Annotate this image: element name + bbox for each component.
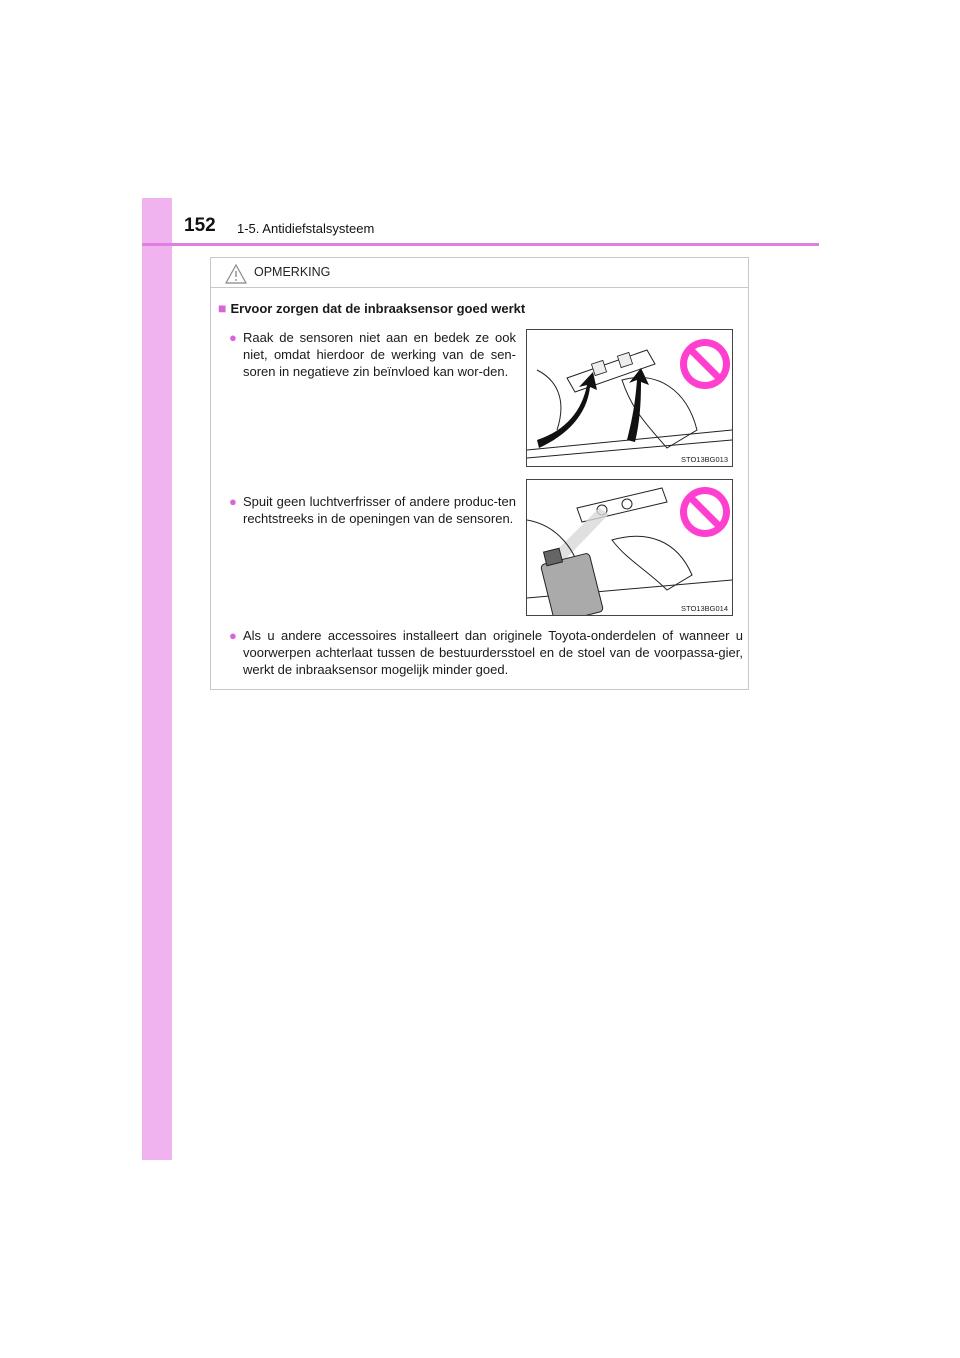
bullet-item (229, 627, 743, 678)
figure-code: STO13BG013 (681, 455, 728, 464)
figure-code: STO13BG014 (681, 604, 728, 613)
warning-icon (225, 264, 247, 284)
spray-illustration (527, 480, 732, 615)
notice-subheading (218, 300, 525, 316)
bullet-item (229, 493, 516, 527)
bullet-dot-icon: ● (229, 628, 237, 643)
page-number: 152 (184, 215, 216, 236)
chapter-side-tab (142, 198, 172, 1160)
no-entry-icon (680, 339, 730, 389)
section-title: 1-5. Antidiefstalsysteem (237, 221, 375, 236)
bullet-dot-icon: ● (229, 330, 237, 345)
bullet-dot-icon: ● (229, 494, 237, 509)
header-rule (142, 243, 819, 246)
sensor-touch-illustration (527, 330, 732, 466)
notice-box (210, 257, 749, 690)
subheading-text: Ervoor zorgen dat de inbraaksensor goed werkt (230, 301, 526, 316)
bullet-text: Als u andere accessoires installeert dan originele Toyota-onderdelen of wanneer u voorwerpen achterlaat tussen de bestuurdersstoel en de stoel van de voorpassa-gier, werkt de inbraaksensor mogelijk minder goed. (243, 628, 743, 677)
notice-header (211, 258, 748, 288)
bullet-text: Spuit geen luchtverfrisser of andere produc-ten rechtstreeks in de openingen van de sensoren. (243, 494, 516, 526)
bullet-item (229, 329, 516, 380)
notice-title: OPMERKING (254, 265, 331, 279)
figure-spray (526, 479, 733, 616)
figure-sensor-touch (526, 329, 733, 467)
bullet-text: Raak de sensoren niet aan en bedek ze ook niet, omdat hierdoor de werking van de sen-soren in negatieve zin beïnvloed kan wor-den. (243, 330, 516, 379)
no-entry-icon (680, 487, 730, 537)
square-bullet-icon: ■ (218, 300, 227, 316)
